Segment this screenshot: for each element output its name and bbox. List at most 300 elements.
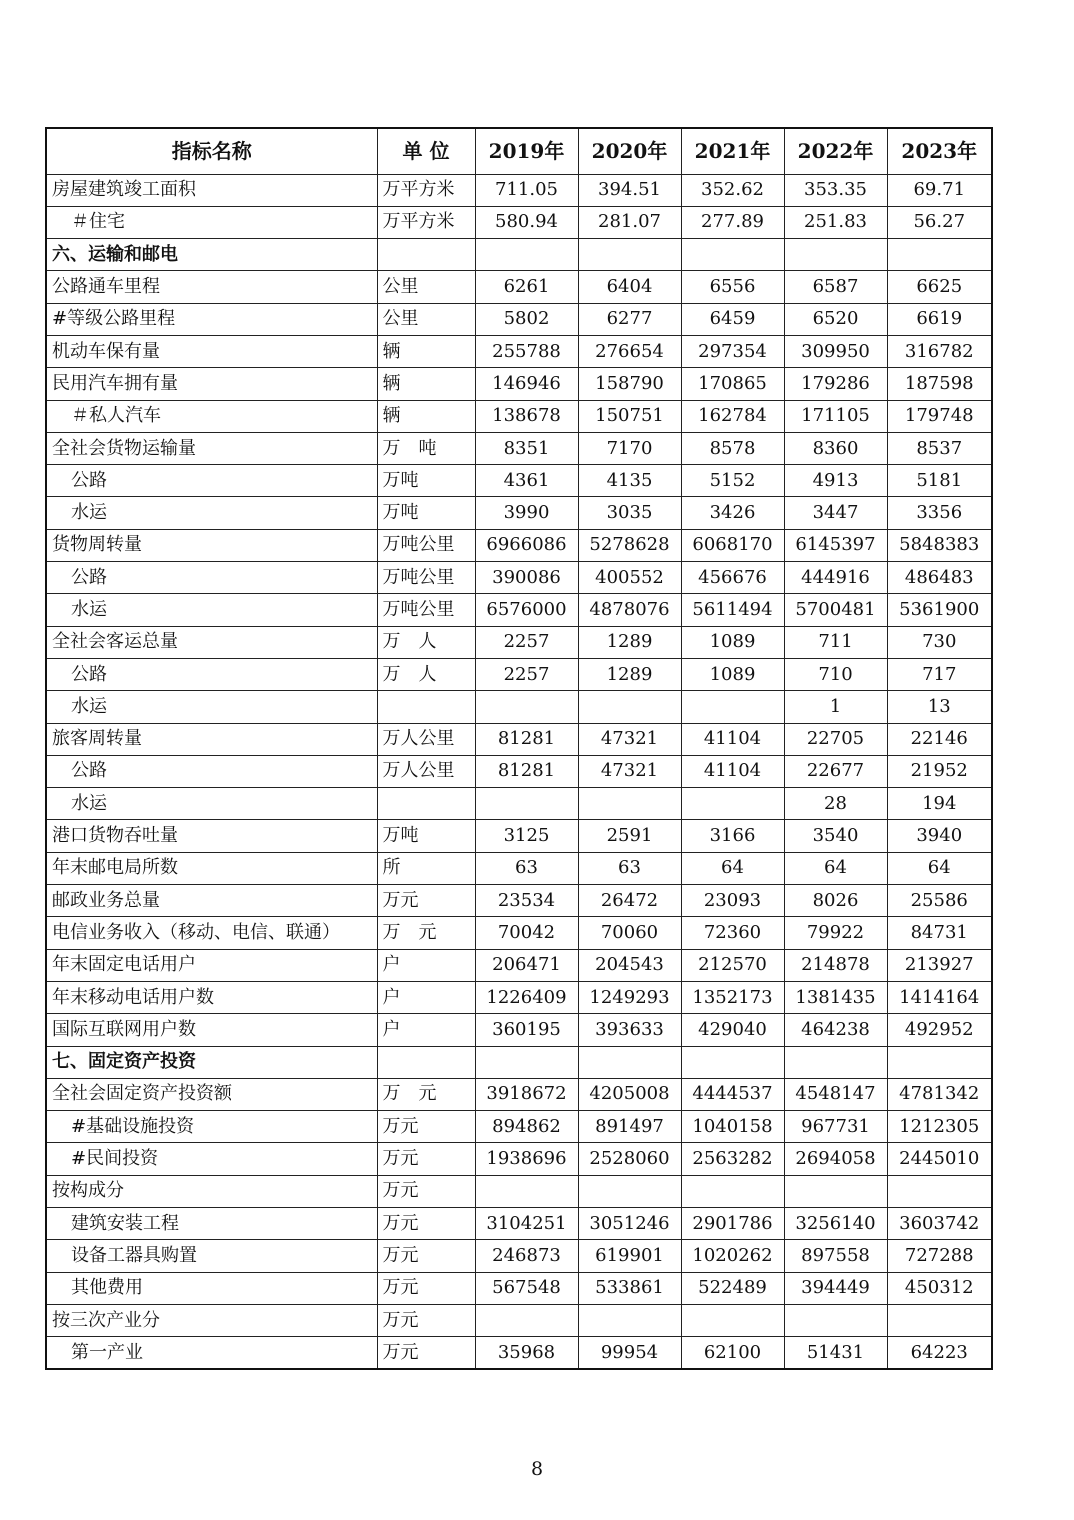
value-cell-2022: 171105: [784, 400, 887, 432]
unit-cell: [377, 1046, 475, 1078]
table-row: [46, 917, 992, 949]
unit-cell: 万元: [377, 1304, 475, 1336]
value-cell-2023: 3356: [887, 497, 992, 529]
unit-cell: 万吨: [377, 465, 475, 497]
unit-cell: 万 元: [377, 917, 475, 949]
value-cell-2019: 5802: [475, 303, 578, 335]
value-cell-2020: 26472: [578, 885, 681, 917]
value-cell-2022: 464238: [784, 1014, 887, 1046]
value-cell-2023: 21952: [887, 755, 992, 787]
value-cell-2019: 146946: [475, 368, 578, 400]
value-cell-2021: [681, 1175, 784, 1207]
value-cell-2022: 2694058: [784, 1143, 887, 1175]
header-year-2019: 2019年: [475, 128, 578, 174]
value-cell-2023: [887, 239, 992, 271]
indicator-name: 邮政业务总量: [46, 885, 377, 917]
value-cell-2023: 486483: [887, 562, 992, 594]
value-cell-2020: 394.51: [578, 174, 681, 206]
value-cell-2022: [784, 239, 887, 271]
value-cell-2023: 3603742: [887, 1208, 992, 1240]
value-cell-2019: [475, 1304, 578, 1336]
indicator-name: 按三次产业分: [46, 1304, 377, 1336]
value-cell-2022: 711: [784, 626, 887, 658]
table-row: [46, 303, 992, 335]
value-cell-2020: 891497: [578, 1111, 681, 1143]
value-cell-2019: 390086: [475, 562, 578, 594]
table-row: [46, 723, 992, 755]
value-cell-2021: 1089: [681, 658, 784, 690]
value-cell-2021: 41104: [681, 755, 784, 787]
table-row: [46, 174, 992, 206]
unit-cell: 万平方米: [377, 174, 475, 206]
value-cell-2022: 309950: [784, 335, 887, 367]
value-cell-2019: 206471: [475, 949, 578, 981]
indicator-name: 公路通车里程: [46, 271, 377, 303]
indicator-name: 水运: [46, 497, 377, 529]
indicator-name: 年末邮电局所数: [46, 852, 377, 884]
value-cell-2020: 2591: [578, 820, 681, 852]
value-cell-2022: 4913: [784, 465, 887, 497]
value-cell-2021: 23093: [681, 885, 784, 917]
value-cell-2023: 1414164: [887, 981, 992, 1013]
unit-cell: [377, 691, 475, 723]
value-cell-2022: 1: [784, 691, 887, 723]
header-year-2023: 2023年: [887, 128, 992, 174]
value-cell-2020: 619901: [578, 1240, 681, 1272]
table-row: [46, 1272, 992, 1304]
value-cell-2022: 251.83: [784, 206, 887, 238]
value-cell-2022: 51431: [784, 1337, 887, 1369]
value-cell-2019: 711.05: [475, 174, 578, 206]
value-cell-2021: 1020262: [681, 1240, 784, 1272]
table-row: [46, 368, 992, 400]
table-row: [46, 1208, 992, 1240]
value-cell-2022: 710: [784, 658, 887, 690]
table-row: [46, 691, 992, 723]
value-cell-2022: 3256140: [784, 1208, 887, 1240]
table-row: [46, 432, 992, 464]
value-cell-2021: 1352173: [681, 981, 784, 1013]
value-cell-2023: 13: [887, 691, 992, 723]
value-cell-2020: 6277: [578, 303, 681, 335]
unit-cell: 户: [377, 981, 475, 1013]
indicator-name: 全社会客运总量: [46, 626, 377, 658]
table-row: [46, 788, 992, 820]
unit-cell: [377, 239, 475, 271]
value-cell-2020: 400552: [578, 562, 681, 594]
value-cell-2022: 3540: [784, 820, 887, 852]
value-cell-2020: 393633: [578, 1014, 681, 1046]
value-cell-2019: 2257: [475, 658, 578, 690]
value-cell-2021: 456676: [681, 562, 784, 594]
value-cell-2019: 138678: [475, 400, 578, 432]
value-cell-2023: 316782: [887, 335, 992, 367]
table-row: [46, 1175, 992, 1207]
value-cell-2019: 81281: [475, 755, 578, 787]
table-row: [46, 529, 992, 561]
indicator-name: 年末移动电话用户数: [46, 981, 377, 1013]
indicator-name: 港口货物吞吐量: [46, 820, 377, 852]
unit-cell: 万 元: [377, 1078, 475, 1110]
indicator-name: ＃住宅: [46, 206, 377, 238]
indicator-name: 公路: [46, 755, 377, 787]
header-unit: 单 位: [377, 128, 475, 174]
value-cell-2020: 70060: [578, 917, 681, 949]
indicator-name: 公路: [46, 562, 377, 594]
table-row: [46, 1304, 992, 1336]
unit-cell: 万元: [377, 1208, 475, 1240]
unit-cell: 公里: [377, 303, 475, 335]
indicator-name: 第一产业: [46, 1337, 377, 1369]
header-year-2022: 2022年: [784, 128, 887, 174]
indicator-name: 机动车保有量: [46, 335, 377, 367]
value-cell-2019: [475, 691, 578, 723]
value-cell-2022: 6520: [784, 303, 887, 335]
value-cell-2021: 1040158: [681, 1111, 784, 1143]
value-cell-2023: 6619: [887, 303, 992, 335]
value-cell-2021: 3166: [681, 820, 784, 852]
value-cell-2022: 22705: [784, 723, 887, 755]
value-cell-2019: 63: [475, 852, 578, 884]
value-cell-2019: 567548: [475, 1272, 578, 1304]
value-cell-2021: 64: [681, 852, 784, 884]
value-cell-2020: [578, 1304, 681, 1336]
value-cell-2022: 22677: [784, 755, 887, 787]
value-cell-2019: 6261: [475, 271, 578, 303]
value-cell-2022: 444916: [784, 562, 887, 594]
value-cell-2022: [784, 1046, 887, 1078]
value-cell-2022: 64: [784, 852, 887, 884]
value-cell-2021: 6556: [681, 271, 784, 303]
value-cell-2020: 3051246: [578, 1208, 681, 1240]
value-cell-2021: 162784: [681, 400, 784, 432]
value-cell-2020: 63: [578, 852, 681, 884]
value-cell-2023: 1212305: [887, 1111, 992, 1143]
indicator-name: 建筑安装工程: [46, 1208, 377, 1240]
section-title: 七、固定资产投资: [46, 1046, 377, 1078]
unit-cell: 万吨: [377, 820, 475, 852]
unit-cell: 万元: [377, 1111, 475, 1143]
indicator-name: #基础设施投资: [46, 1111, 377, 1143]
value-cell-2019: [475, 239, 578, 271]
table-row: [46, 497, 992, 529]
value-cell-2021: 522489: [681, 1272, 784, 1304]
value-cell-2021: 72360: [681, 917, 784, 949]
value-cell-2021: 277.89: [681, 206, 784, 238]
value-cell-2019: 1226409: [475, 981, 578, 1013]
value-cell-2023: 492952: [887, 1014, 992, 1046]
unit-cell: 万元: [377, 1240, 475, 1272]
value-cell-2020: 1289: [578, 626, 681, 658]
value-cell-2021: [681, 239, 784, 271]
value-cell-2023: 25586: [887, 885, 992, 917]
unit-cell: 辆: [377, 335, 475, 367]
unit-cell: 万元: [377, 1337, 475, 1369]
unit-cell: 万元: [377, 1143, 475, 1175]
section-title: 六、运输和邮电: [46, 239, 377, 271]
indicator-name: 水运: [46, 594, 377, 626]
value-cell-2022: 4548147: [784, 1078, 887, 1110]
unit-cell: 公里: [377, 271, 475, 303]
value-cell-2020: 2528060: [578, 1143, 681, 1175]
value-cell-2020: [578, 239, 681, 271]
value-cell-2022: 394449: [784, 1272, 887, 1304]
unit-cell: 万元: [377, 1272, 475, 1304]
value-cell-2021: 5611494: [681, 594, 784, 626]
value-cell-2021: [681, 1304, 784, 1336]
value-cell-2023: 64223: [887, 1337, 992, 1369]
value-cell-2020: 47321: [578, 755, 681, 787]
value-cell-2019: 580.94: [475, 206, 578, 238]
value-cell-2023: 5361900: [887, 594, 992, 626]
value-cell-2022: 28: [784, 788, 887, 820]
unit-cell: 万 人: [377, 658, 475, 690]
indicator-name: 其他费用: [46, 1272, 377, 1304]
indicator-name: 电信业务收入（移动、电信、联通）: [46, 917, 377, 949]
value-cell-2021: 1089: [681, 626, 784, 658]
value-cell-2023: 450312: [887, 1272, 992, 1304]
table-row: [46, 206, 992, 238]
value-cell-2021: [681, 691, 784, 723]
value-cell-2020: 1249293: [578, 981, 681, 1013]
value-cell-2019: 894862: [475, 1111, 578, 1143]
indicator-name: 房屋建筑竣工面积: [46, 174, 377, 206]
indicator-name: 全社会货物运输量: [46, 432, 377, 464]
value-cell-2023: 730: [887, 626, 992, 658]
value-cell-2019: 6966086: [475, 529, 578, 561]
header-year-2021: 2021年: [681, 128, 784, 174]
value-cell-2023: 22146: [887, 723, 992, 755]
value-cell-2021: 5152: [681, 465, 784, 497]
value-cell-2019: 360195: [475, 1014, 578, 1046]
indicator-name: 公路: [46, 465, 377, 497]
value-cell-2022: 214878: [784, 949, 887, 981]
value-cell-2020: [578, 1175, 681, 1207]
table-row: [46, 562, 992, 594]
value-cell-2022: 6587: [784, 271, 887, 303]
value-cell-2019: 35968: [475, 1337, 578, 1369]
value-cell-2022: 897558: [784, 1240, 887, 1272]
table-row: [46, 658, 992, 690]
value-cell-2020: 4878076: [578, 594, 681, 626]
table-row: [46, 594, 992, 626]
value-cell-2021: 62100: [681, 1337, 784, 1369]
value-cell-2022: 8026: [784, 885, 887, 917]
unit-cell: 辆: [377, 368, 475, 400]
table-row: [46, 1014, 992, 1046]
value-cell-2023: 84731: [887, 917, 992, 949]
table-row: [46, 949, 992, 981]
statistics-table: [45, 127, 993, 1370]
indicator-name: 年末固定电话用户: [46, 949, 377, 981]
value-cell-2023: 6625: [887, 271, 992, 303]
value-cell-2020: 4135: [578, 465, 681, 497]
value-cell-2023: 717: [887, 658, 992, 690]
value-cell-2020: 5278628: [578, 529, 681, 561]
value-cell-2021: 3426: [681, 497, 784, 529]
indicator-name: 旅客周转量: [46, 723, 377, 755]
value-cell-2019: 3918672: [475, 1078, 578, 1110]
value-cell-2019: 70042: [475, 917, 578, 949]
indicator-name: 按构成分: [46, 1175, 377, 1207]
value-cell-2020: [578, 788, 681, 820]
unit-cell: 所: [377, 852, 475, 884]
value-cell-2022: 179286: [784, 368, 887, 400]
value-cell-2022: [784, 1175, 887, 1207]
value-cell-2019: [475, 788, 578, 820]
value-cell-2020: 281.07: [578, 206, 681, 238]
value-cell-2020: 6404: [578, 271, 681, 303]
value-cell-2022: 5700481: [784, 594, 887, 626]
indicator-name: 货物周转量: [46, 529, 377, 561]
indicator-name: 设备工器具购置: [46, 1240, 377, 1272]
value-cell-2021: 352.62: [681, 174, 784, 206]
table-row: [46, 1143, 992, 1175]
value-cell-2021: 429040: [681, 1014, 784, 1046]
value-cell-2019: 8351: [475, 432, 578, 464]
unit-cell: 万吨公里: [377, 594, 475, 626]
value-cell-2021: 2901786: [681, 1208, 784, 1240]
value-cell-2023: 727288: [887, 1240, 992, 1272]
value-cell-2023: [887, 1304, 992, 1336]
indicator-name: 水运: [46, 691, 377, 723]
unit-cell: [377, 788, 475, 820]
unit-cell: 万吨: [377, 497, 475, 529]
value-cell-2023: 5848383: [887, 529, 992, 561]
value-cell-2019: 3125: [475, 820, 578, 852]
value-cell-2023: 187598: [887, 368, 992, 400]
table-row: [46, 465, 992, 497]
header-row: [46, 128, 992, 174]
value-cell-2020: 99954: [578, 1337, 681, 1369]
value-cell-2023: 3940: [887, 820, 992, 852]
value-cell-2019: 255788: [475, 335, 578, 367]
value-cell-2021: 8578: [681, 432, 784, 464]
value-cell-2020: 533861: [578, 1272, 681, 1304]
value-cell-2023: 56.27: [887, 206, 992, 238]
value-cell-2023: 4781342: [887, 1078, 992, 1110]
value-cell-2021: 297354: [681, 335, 784, 367]
value-cell-2022: 6145397: [784, 529, 887, 561]
value-cell-2022: [784, 1304, 887, 1336]
value-cell-2021: 170865: [681, 368, 784, 400]
value-cell-2023: [887, 1046, 992, 1078]
indicator-name: ＃私人汽车: [46, 400, 377, 432]
value-cell-2021: 41104: [681, 723, 784, 755]
value-cell-2023: 64: [887, 852, 992, 884]
value-cell-2022: 79922: [784, 917, 887, 949]
value-cell-2019: [475, 1175, 578, 1207]
value-cell-2019: 3990: [475, 497, 578, 529]
unit-cell: 万平方米: [377, 206, 475, 238]
table-row: [46, 981, 992, 1013]
section-row: [46, 239, 992, 271]
unit-cell: 万吨公里: [377, 562, 475, 594]
value-cell-2022: 8360: [784, 432, 887, 464]
value-cell-2022: 967731: [784, 1111, 887, 1143]
value-cell-2021: 2563282: [681, 1143, 784, 1175]
table-row: [46, 820, 992, 852]
value-cell-2023: 69.71: [887, 174, 992, 206]
value-cell-2021: 212570: [681, 949, 784, 981]
table-row: [46, 626, 992, 658]
indicator-name: 水运: [46, 788, 377, 820]
value-cell-2020: 4205008: [578, 1078, 681, 1110]
value-cell-2023: 5181: [887, 465, 992, 497]
value-cell-2021: [681, 788, 784, 820]
unit-cell: 户: [377, 1014, 475, 1046]
value-cell-2019: 81281: [475, 723, 578, 755]
table-row: [46, 271, 992, 303]
value-cell-2019: 4361: [475, 465, 578, 497]
value-cell-2019: 23534: [475, 885, 578, 917]
unit-cell: 万元: [377, 885, 475, 917]
value-cell-2022: 1381435: [784, 981, 887, 1013]
value-cell-2020: 1289: [578, 658, 681, 690]
indicator-name: #民间投资: [46, 1143, 377, 1175]
value-cell-2020: 150751: [578, 400, 681, 432]
table-row: [46, 400, 992, 432]
value-cell-2019: [475, 1046, 578, 1078]
unit-cell: 万 人: [377, 626, 475, 658]
unit-cell: 万吨公里: [377, 529, 475, 561]
section-row: [46, 1046, 992, 1078]
unit-cell: 辆: [377, 400, 475, 432]
header-indicator-name: 指标名称: [46, 128, 377, 174]
value-cell-2020: 276654: [578, 335, 681, 367]
table-row: [46, 885, 992, 917]
value-cell-2021: 6459: [681, 303, 784, 335]
header-year-2020: 2020年: [578, 128, 681, 174]
value-cell-2020: 47321: [578, 723, 681, 755]
value-cell-2019: 6576000: [475, 594, 578, 626]
value-cell-2019: 246873: [475, 1240, 578, 1272]
value-cell-2020: [578, 1046, 681, 1078]
unit-cell: 万元: [377, 1175, 475, 1207]
indicator-name: 国际互联网用户数: [46, 1014, 377, 1046]
value-cell-2023: 213927: [887, 949, 992, 981]
table-row: [46, 1240, 992, 1272]
indicator-name: 公路: [46, 658, 377, 690]
value-cell-2020: [578, 691, 681, 723]
value-cell-2023: 2445010: [887, 1143, 992, 1175]
table-row: [46, 755, 992, 787]
value-cell-2022: 3447: [784, 497, 887, 529]
value-cell-2022: 353.35: [784, 174, 887, 206]
indicator-name: #等级公路里程: [46, 303, 377, 335]
value-cell-2021: [681, 1046, 784, 1078]
value-cell-2023: 194: [887, 788, 992, 820]
value-cell-2021: 6068170: [681, 529, 784, 561]
table-row: [46, 335, 992, 367]
page-number: 8: [530, 1458, 544, 1480]
table-body: [46, 174, 992, 1369]
value-cell-2020: 204543: [578, 949, 681, 981]
value-cell-2019: 1938696: [475, 1143, 578, 1175]
indicator-name: 民用汽车拥有量: [46, 368, 377, 400]
table-row: [46, 1111, 992, 1143]
value-cell-2020: 7170: [578, 432, 681, 464]
table-row: [46, 852, 992, 884]
value-cell-2020: 158790: [578, 368, 681, 400]
value-cell-2019: 2257: [475, 626, 578, 658]
indicator-name: 全社会固定资产投资额: [46, 1078, 377, 1110]
value-cell-2020: 3035: [578, 497, 681, 529]
value-cell-2019: 3104251: [475, 1208, 578, 1240]
unit-cell: 万人公里: [377, 755, 475, 787]
unit-cell: 户: [377, 949, 475, 981]
value-cell-2023: [887, 1175, 992, 1207]
